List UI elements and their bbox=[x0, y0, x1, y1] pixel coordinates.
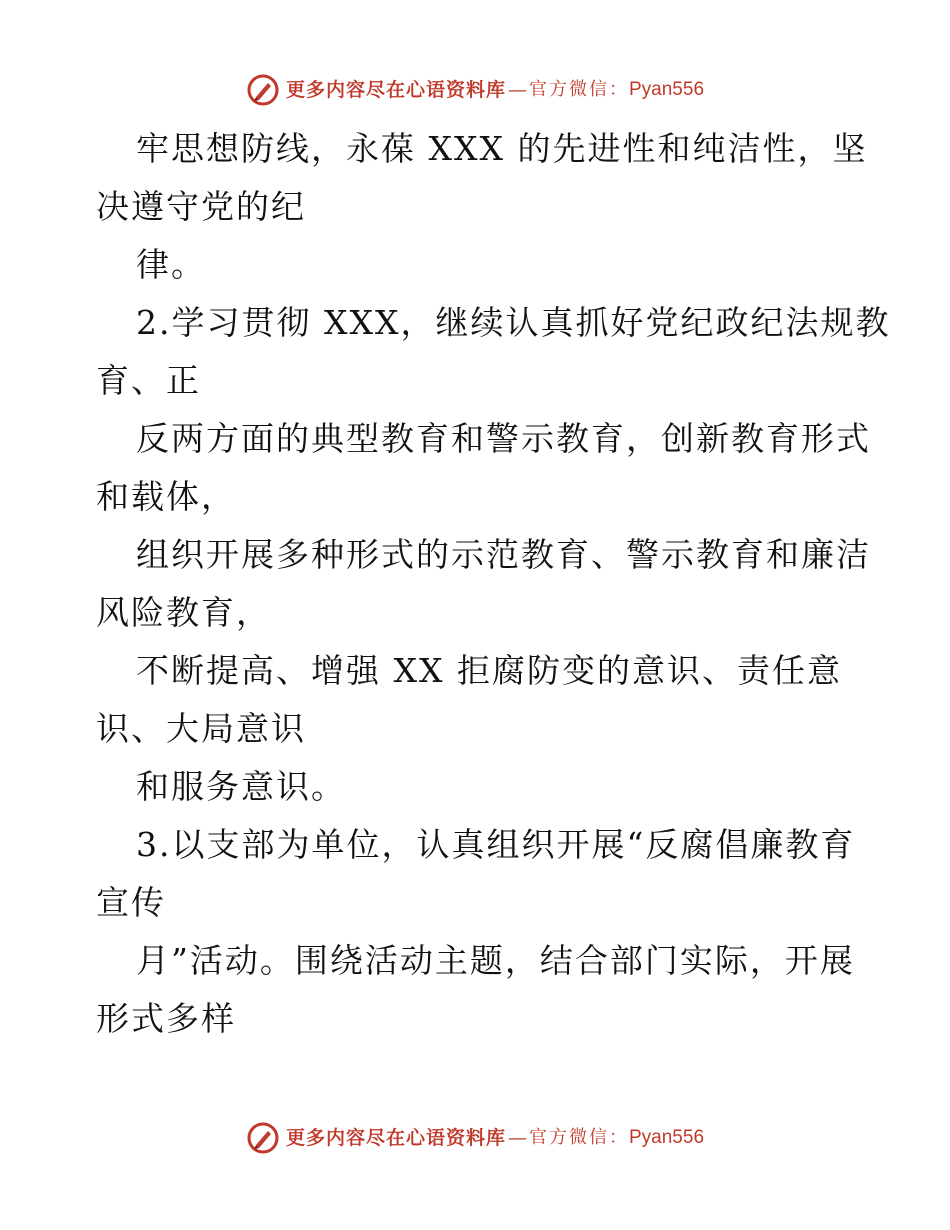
watermark-dash: — bbox=[508, 1127, 527, 1149]
watermark-main-text: 更多内容尽在心语资料库 bbox=[285, 79, 506, 101]
document-body bbox=[96, 120, 891, 1048]
footer-watermark bbox=[0, 1118, 950, 1158]
text-line: 反两方面的典型教育和警示教育，创新教育形式 bbox=[136, 419, 871, 458]
watermark-id: Pyan556 bbox=[629, 1127, 705, 1148]
text-line: 决遵守党的纪 bbox=[96, 187, 306, 226]
watermark-sub-text: 官方微信： bbox=[529, 1127, 629, 1148]
pen-logo-icon bbox=[246, 73, 280, 107]
text-line: 2.学习贯彻 XXX，继续认真抓好党纪政纪法规教 bbox=[136, 303, 891, 342]
watermark-main-text: 更多内容尽在心语资料库 bbox=[285, 1127, 506, 1149]
text-line: 育、正 bbox=[96, 361, 201, 400]
text-line: 风险教育， bbox=[96, 593, 271, 632]
text-line: 牢思想防线，永葆 XXX 的先进性和纯洁性，坚 bbox=[136, 129, 868, 168]
text-line: 识、大局意识 bbox=[96, 709, 306, 748]
text-line: 律。 bbox=[136, 245, 206, 284]
text-line: 不断提高、增强 XX 拒腐防变的意识、责任意 bbox=[136, 651, 842, 690]
watermark-dash: — bbox=[508, 79, 527, 101]
text-line: 形式多样 bbox=[96, 999, 236, 1038]
text-line: 和服务意识。 bbox=[136, 767, 346, 806]
watermark-id: Pyan556 bbox=[629, 79, 705, 100]
pen-logo-icon bbox=[246, 1121, 280, 1155]
watermark-sub-text: 官方微信： bbox=[529, 79, 629, 100]
text-line: 和载体， bbox=[96, 477, 236, 516]
header-watermark bbox=[0, 70, 950, 110]
text-line: 月”活动。围绕活动主题，结合部门实际，开展 bbox=[136, 941, 855, 980]
text-line: 组织开展多种形式的示范教育、警示教育和廉洁 bbox=[136, 535, 871, 574]
text-line: 宣传 bbox=[96, 883, 166, 922]
text-line: 3.以支部为单位，认真组织开展“反腐倡廉教育 bbox=[136, 825, 856, 864]
